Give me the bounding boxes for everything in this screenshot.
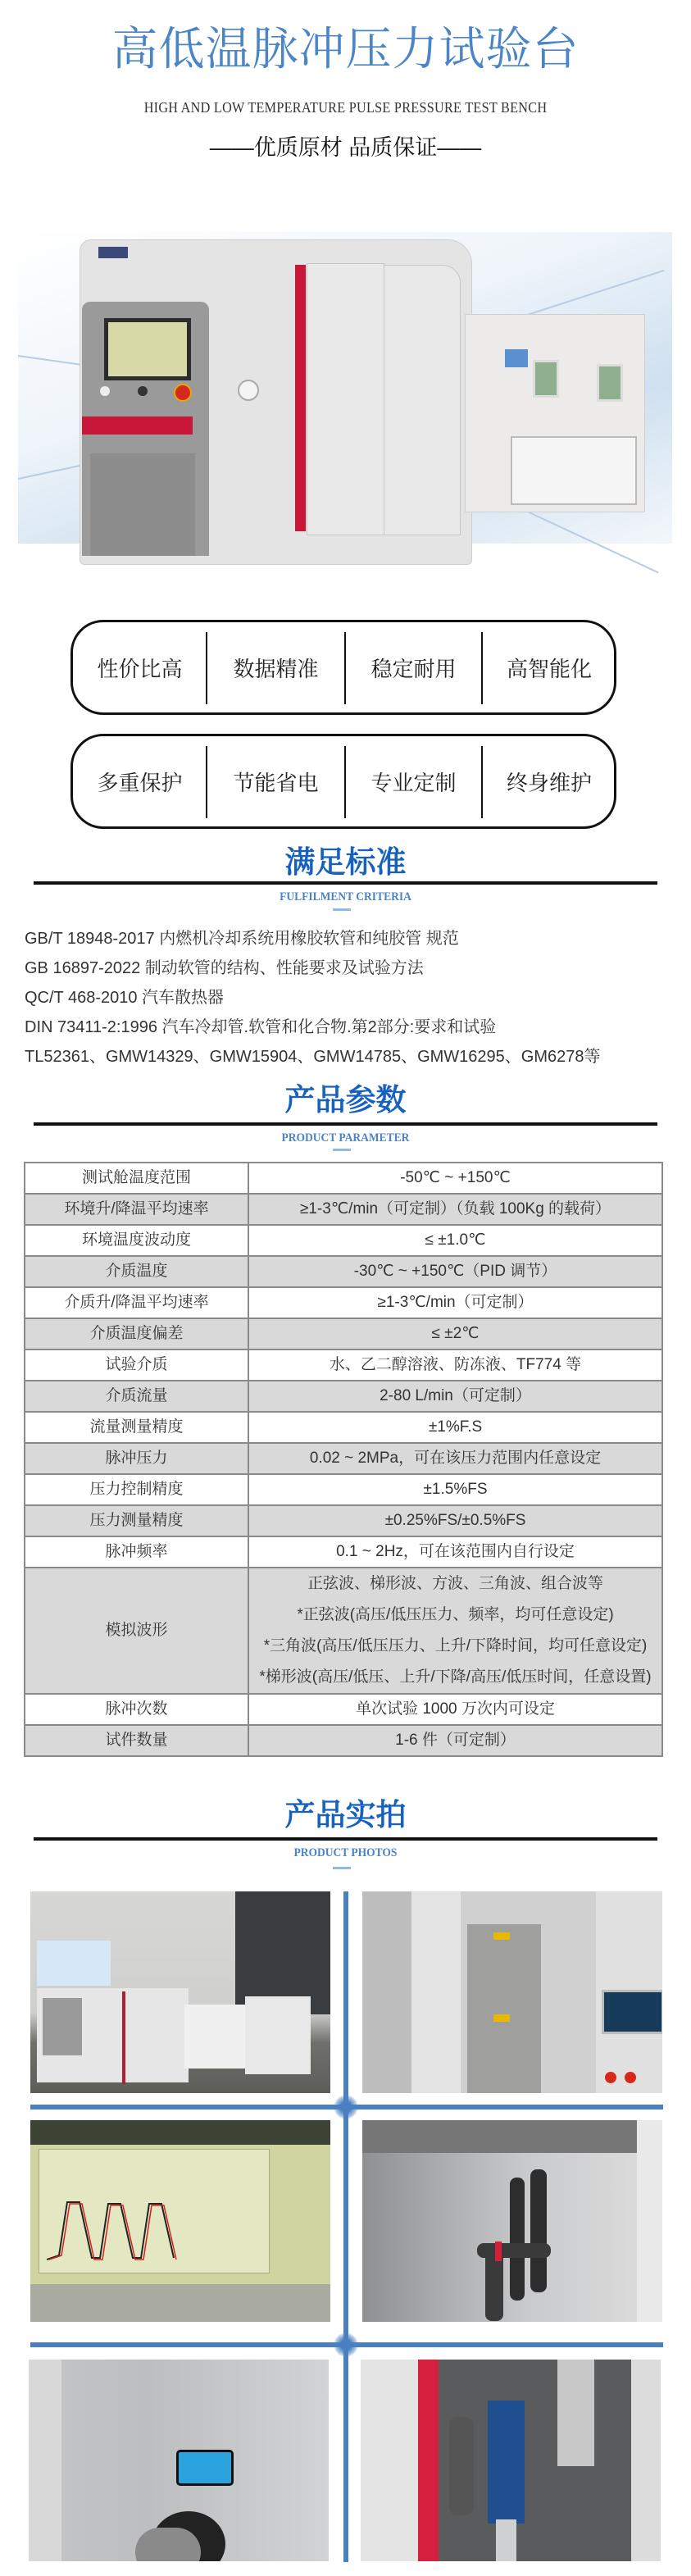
parameter-label: 试验介质 <box>25 1349 248 1381</box>
standard-item: QC/T 468-2010 汽车散热器 <box>25 989 225 1007</box>
table-row <box>25 1194 662 1225</box>
environmental-chamber <box>465 314 645 512</box>
section-heading-parameters: 产品参数 <box>284 1083 407 1117</box>
parameter-value-line: ≥1-3℃/min（可定制） <box>377 1294 534 1311</box>
table-row <box>25 1318 662 1349</box>
parameter-value <box>248 1568 662 1694</box>
table-row <box>25 1349 662 1381</box>
divider-glow-decoration <box>334 2095 358 2119</box>
parameter-value-line: ±0.25%FS/±0.5%FS <box>384 1512 526 1529</box>
feature-divider <box>481 746 483 818</box>
parameter-value-line: 0.02 ~ 2MPa，可在该压力范围内任意设定 <box>309 1450 602 1467</box>
selector-switch <box>138 386 148 396</box>
section-heading-photos: 产品实拍 <box>284 1798 407 1832</box>
section-heading-standards: 满足标准 <box>284 845 407 879</box>
parameter-value <box>248 1256 662 1287</box>
feature-item: 专业定制 <box>371 770 457 795</box>
features-row-1 <box>70 620 616 715</box>
parameter-label: 脉冲压力 <box>25 1443 248 1474</box>
photo-internal-piping <box>362 2120 662 2322</box>
parameter-value-line: ±1.5%FS <box>423 1481 488 1498</box>
section-subheading-standards: FULFILMENT CRITERIA <box>280 890 411 903</box>
parameter-value-line: ≤ ±1.0℃ <box>425 1231 486 1249</box>
parameter-value <box>248 1349 662 1381</box>
parameter-value <box>248 1536 662 1568</box>
parameter-value-line: 1-6 件（可定制） <box>395 1732 516 1749</box>
parameter-value <box>248 1318 662 1349</box>
accent-dash <box>333 1867 351 1869</box>
pressure-gauge-icon <box>238 380 259 401</box>
table-row <box>25 1725 662 1756</box>
power-button <box>100 386 110 396</box>
parameter-value-line: ±1%F.S <box>428 1418 483 1436</box>
table-row <box>25 1505 662 1536</box>
accent-dash <box>333 908 351 911</box>
feature-item: 节能省电 <box>233 770 319 795</box>
section-subheading-parameters: PRODUCT PARAMETER <box>281 1131 410 1145</box>
parameter-label: 介质温度 <box>25 1256 248 1287</box>
parameter-value <box>248 1194 662 1225</box>
divider-glow-decoration <box>334 2333 358 2357</box>
parameter-table <box>24 1162 663 1757</box>
feature-divider <box>206 632 207 704</box>
parameter-label: 介质温度偏差 <box>25 1318 248 1349</box>
parameter-value-line: 水、乙二醇溶液、防冻液、TF774 等 <box>329 1356 582 1373</box>
parameter-value <box>248 1287 662 1318</box>
pulse-test-machine <box>80 239 472 565</box>
page-subtitle: HIGH AND LOW TEMPERATURE PULSE PRESSURE TEST BENCH <box>143 99 548 116</box>
parameter-value-line: ≥1-3℃/min（可定制）（负载 100Kg 的载荷） <box>299 1200 611 1217</box>
standard-item: TL52361、GMW14329、GMW15904、GMW14785、GMW16295、GM6278等 <box>25 1048 601 1066</box>
cabinet-door <box>90 453 195 556</box>
accent-dash <box>333 1149 351 1151</box>
parameter-label: 介质升/降温平均速率 <box>25 1287 248 1318</box>
table-row <box>25 1163 662 1194</box>
parameter-value <box>248 1381 662 1412</box>
pressure-waveform-icon <box>47 2186 194 2268</box>
table-row <box>25 1381 662 1412</box>
hero-product-image <box>18 232 672 566</box>
parameter-value <box>248 1225 662 1256</box>
feature-item: 性价比高 <box>97 656 183 681</box>
features-row-2 <box>70 734 616 829</box>
parameter-value <box>248 1725 662 1756</box>
photo-hose-connections <box>362 1891 662 2093</box>
table-row <box>25 1536 662 1568</box>
refrigeration-unit <box>511 436 637 505</box>
brand-logo <box>98 247 128 258</box>
table-row <box>25 1287 662 1318</box>
chamber-window <box>533 360 559 398</box>
parameter-value <box>248 1505 662 1536</box>
emergency-stop-button <box>174 384 192 402</box>
parameter-value-line: -30℃ ~ +150℃（PID 调节） <box>353 1263 557 1280</box>
table-row <box>25 1225 662 1256</box>
feature-item: 终身维护 <box>506 770 592 795</box>
photo-pressure-curve-screen <box>30 2120 330 2322</box>
photo-coolant-port <box>29 2360 329 2561</box>
section-divider <box>34 1122 657 1126</box>
feature-item: 数据精准 <box>233 656 319 681</box>
photo-circulation-pump <box>361 2360 661 2561</box>
parameter-value-line: 0.1 ~ 2Hz，可在该范围内自行设定 <box>336 1543 575 1560</box>
table-row <box>25 1694 662 1725</box>
parameter-label: 试件数量 <box>25 1725 248 1756</box>
feature-item: 高智能化 <box>506 656 592 681</box>
caution-label <box>176 2450 234 2486</box>
parameter-label: 介质流量 <box>25 1381 248 1412</box>
feature-divider <box>344 746 346 818</box>
parameter-label: 脉冲次数 <box>25 1694 248 1725</box>
parameter-label: 压力测量精度 <box>25 1505 248 1536</box>
feature-divider <box>481 632 483 704</box>
parameter-value <box>248 1163 662 1194</box>
photo-factory-overview <box>30 1891 330 2093</box>
parameter-value-line: -50℃ ~ +150℃ <box>400 1169 511 1186</box>
control-panel <box>82 302 209 556</box>
section-subheading-photos: PRODUCT PHOTOS <box>293 1846 398 1859</box>
parameter-value-line: 正弦波、梯形波、方波、三角波、组合波等 <box>307 1575 603 1592</box>
standard-item: DIN 73411-2:1996 汽车冷却管.软管和化合物.第2部分:要求和试验 <box>25 1018 497 1036</box>
slogan: ——优质原材 品质保证—— <box>209 135 482 160</box>
parameter-label: 环境升/降温平均速率 <box>25 1194 248 1225</box>
table-row <box>25 1474 662 1505</box>
section-divider <box>34 1837 657 1841</box>
feature-divider <box>344 632 346 704</box>
cabinet-door-left <box>307 263 384 535</box>
table-row <box>25 1568 662 1694</box>
touch-screen <box>104 318 191 380</box>
parameter-value-line: *三角波(高压/低压压力、上升/下降时间，均可任意设定) <box>263 1637 648 1654</box>
page-title: 高低温脉冲压力试验台 <box>111 23 580 75</box>
standard-item: GB 16897-2022 制动软管的结构、性能要求及试验方法 <box>25 959 424 977</box>
parameter-label: 压力控制精度 <box>25 1474 248 1505</box>
chamber-screen <box>505 349 528 367</box>
table-row <box>25 1412 662 1443</box>
parameter-label: 脉冲频率 <box>25 1536 248 1568</box>
parameter-label: 流量测量精度 <box>25 1412 248 1443</box>
parameter-value <box>248 1474 662 1505</box>
chamber-window <box>597 364 623 402</box>
parameter-value <box>248 1694 662 1725</box>
feature-item: 稳定耐用 <box>371 656 457 681</box>
red-vertical-trim <box>295 265 306 531</box>
parameter-value-line: *梯形波(高压/低压、上升/下降/高压/低压时间，任意设置) <box>259 1668 652 1686</box>
parameter-label: 测试舱温度范围 <box>25 1163 248 1194</box>
cabinet-door-right <box>384 265 461 535</box>
parameter-label: 模拟波形 <box>25 1568 248 1694</box>
photo-grid-vertical-divider <box>343 1891 348 2562</box>
parameter-value-line: 单次试验 1000 万次内可设定 <box>356 1700 555 1718</box>
parameter-value-line: *正弦波(高压/低压压力、频率，均可任意设定) <box>297 1606 614 1623</box>
parameter-label: 环境温度波动度 <box>25 1225 248 1256</box>
parameter-value-line: ≤ ±2℃ <box>431 1325 480 1342</box>
parameter-value-line: 2-80 L/min（可定制） <box>380 1387 531 1404</box>
table-row <box>25 1256 662 1287</box>
parameter-value <box>248 1443 662 1474</box>
table-row <box>25 1443 662 1474</box>
feature-item: 多重保护 <box>97 770 183 795</box>
red-trim <box>82 416 193 435</box>
feature-divider <box>206 746 207 818</box>
parameter-value <box>248 1412 662 1443</box>
standard-item: GB/T 18948-2017 内燃机冷却系统用橡胶软管和纯胶管 规范 <box>25 930 459 948</box>
section-divider <box>34 881 657 885</box>
